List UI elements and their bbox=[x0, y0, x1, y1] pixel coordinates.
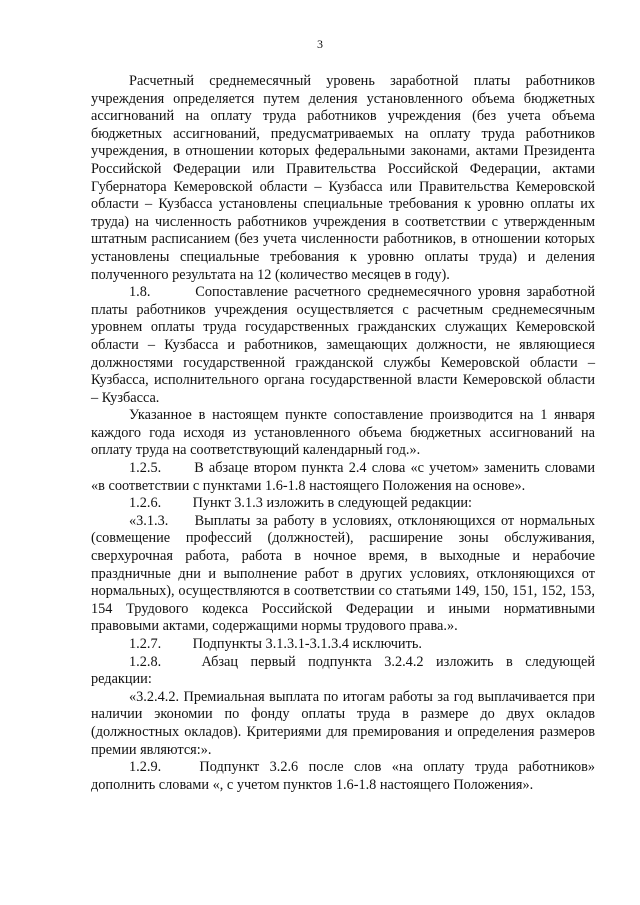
paragraph-1-2-6 bbox=[91, 495, 595, 513]
paragraph-text: Пункт 3.1.3 изложить в следующей редакции: bbox=[192, 495, 472, 512]
paragraph-1-2-5 bbox=[91, 460, 595, 495]
paragraph-3-2-4-2 bbox=[91, 689, 595, 759]
paragraph-comparison-date bbox=[91, 407, 595, 460]
paragraph-number: 1.2.5. bbox=[129, 460, 162, 477]
paragraph-salary-calculation bbox=[91, 73, 595, 284]
paragraph-number: 1.2.7. bbox=[129, 636, 162, 652]
paragraph-1-2-7 bbox=[91, 636, 595, 654]
paragraph-text: Сопоставление расчетного среднемесячного уровня заработной платы работников учреждения осуществляется с расчетным среднемесячным уровнем оплаты труда государственных гражданских служащих Кемеровской области – Кузбасса и работников, замещающих должности, не являющиеся должностями государственной гражданской службы Кемеровской области – Кузбасса, исполнительного органа государственной власти Кемеровской области – Кузбасса. bbox=[91, 284, 595, 406]
document-body bbox=[91, 73, 595, 794]
paragraph-3-1-3 bbox=[91, 513, 595, 636]
page-number: 3 bbox=[317, 37, 323, 51]
paragraph-text: Расчетный среднемесячный уровень заработной платы работников учреждения определяется путем деления установленного объема бюджетных ассигнований на оплату труда работников учреждения (без учета объема бюджетных ассигнований, предусматриваемых на оплату труда работников учреждения, в отношении которых федеральными законами, актами Президента Российской Федерации или Правительства Российской Федерации, актами Губернатора Кемеровской области – Кузбасса или Правительства Кемеровской области – Кузбасса установлены специальные требования к уровню оплаты их труда) на численность работников учреждения в соответствии с утвержденным штатным расписанием (без учета численности работников, в отношении которых установлены специальные требования к уровню оплаты труда) и деления полученного результата на 12 (количество месяцев в году). bbox=[91, 73, 595, 283]
paragraph-text: Выплаты за работу в условиях, отклоняющихся от нормальных (совмещение профессий (должностей), расширение зоны обслуживания, сверхурочная работа, работа в ночное время, в выходные и нерабочие праздничные дни и выполнение работ в других условиях, отклоняющихся от нормальных), осуществляются в соответствии со статьями 149, 150, 151, 152, 153, 154 Трудового кодекса Российской Федерации и иными нормативными правовыми актами, содержащими нормы трудового права.». bbox=[91, 512, 595, 635]
paragraph-1-2-8 bbox=[91, 654, 595, 689]
paragraph-text: Подпункты 3.1.3.1-3.1.3.4 исключить. bbox=[192, 636, 422, 652]
paragraph-1-2-9 bbox=[91, 759, 595, 794]
paragraph-number: 1.2.8. bbox=[129, 653, 162, 670]
paragraph-text: В абзаце втором пункта 2.4 слова «с учетом» заменить словами «в соответствии с пунктами 1.6-1.8 настоящего Положения на основе». bbox=[91, 460, 596, 494]
paragraph-text: «3.2.4.2. Премиальная выплата по итогам работы за год выплачивается при наличии экономии по фонду оплаты труда в размере до двух окладов (должностных окладов). Критериями для премирования и определения размеров премии являются:». bbox=[91, 688, 595, 758]
paragraph-number: «3.1.3. bbox=[129, 512, 169, 529]
paragraph-text: Указанное в настоящем пункте сопоставление производится на 1 января каждого года исходя из установленного объема бюджетных ассигнований на оплату труда на соответствующий календарный год.». bbox=[91, 407, 595, 459]
paragraph-1-8 bbox=[91, 284, 595, 407]
paragraph-number: 1.2.9. bbox=[129, 759, 162, 776]
paragraph-number: 1.8. bbox=[129, 284, 151, 301]
paragraph-number: 1.2.6. bbox=[129, 495, 162, 512]
paragraph-text: Подпункт 3.2.6 после слов «на оплату труда работников» дополнить словами «, с учетом пунктов 1.6-1.8 настоящего Положения». bbox=[91, 759, 595, 793]
paragraph-text: Абзац первый подпункта 3.2.4.2 изложить в следующей редакции: bbox=[91, 653, 595, 688]
